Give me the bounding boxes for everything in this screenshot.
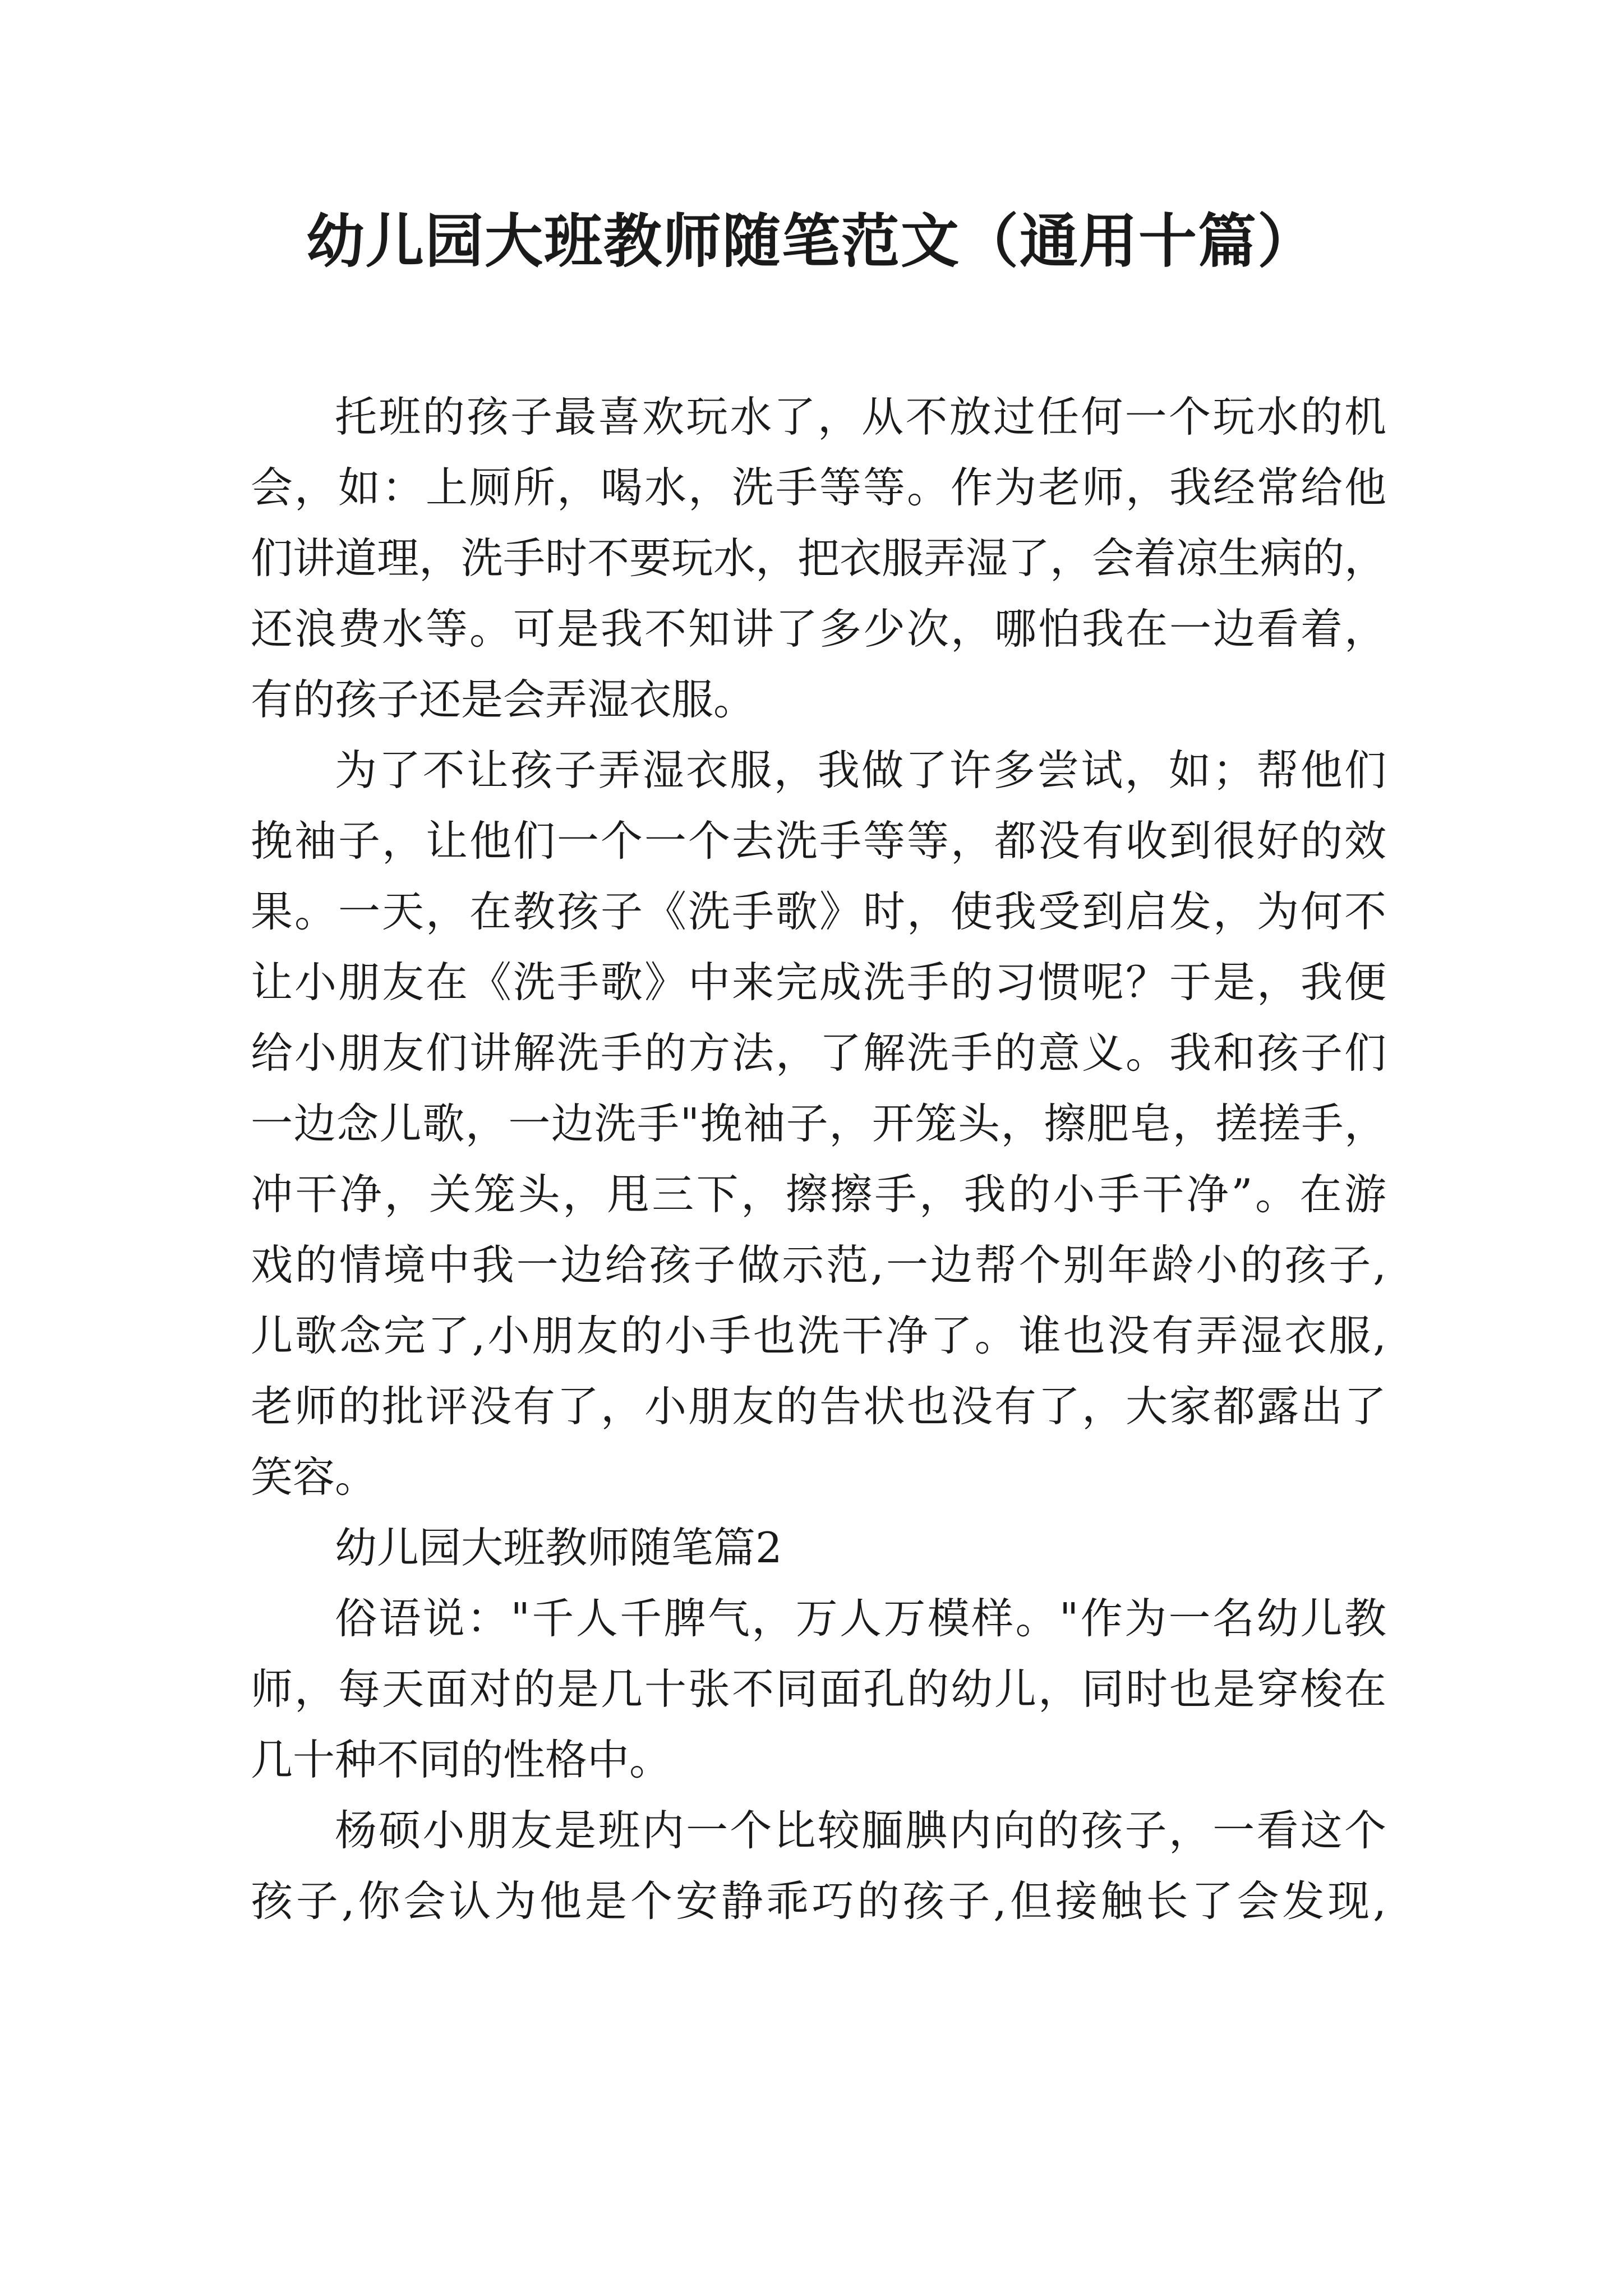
- text-line: 果。一天，在教孩子《洗手歌》时，使我受到启发，为何不: [251, 887, 1386, 936]
- paragraph: [251, 735, 1386, 1512]
- text-line: 老师的批评没有了，小朋友的告状也没有了，大家都露出了: [251, 1382, 1386, 1431]
- text-line: 笑容。: [251, 1452, 377, 1502]
- text-line: 孩子,你会认为他是个安静乖巧的孩子,但接触长了会发现,: [251, 1876, 1386, 1926]
- text-line: 让小朋友在《洗手歌》中来完成洗手的习惯呢？于是，我便: [251, 958, 1386, 1007]
- text-line: 戏的情境中我一边给孩子做示范,一边帮个别年龄小的孩子,: [251, 1240, 1386, 1290]
- text-line: 还浪费水等。可是我不知讲了多少次，哪怕我在一边看着，: [251, 604, 1386, 654]
- paragraph: [251, 1583, 1386, 1795]
- paragraph: [251, 381, 1386, 735]
- paragraph: [251, 1795, 1386, 1936]
- text-line: 杨硕小朋友是班内一个比较腼腆内向的孩子，一看这个: [335, 1806, 1386, 1855]
- text-line: 冲干净，关笼头，甩三下，擦擦手，我的小手干净”。在游: [251, 1170, 1386, 1219]
- text-line: 给小朋友们讲解洗手的方法，了解洗手的意义。我和孩子们: [251, 1028, 1386, 1078]
- text-line: 挽袖子，让他们一个一个去洗手等等，都没有收到很好的效: [251, 816, 1386, 866]
- text-line: 有的孩子还是会弄湿衣服。: [251, 675, 756, 724]
- text-line: 会，如：上厕所，喝水，洗手等等。作为老师，我经常给他: [251, 463, 1386, 512]
- text-line: 师，每天面对的是几十张不同面孔的幼儿，同时也是穿梭在: [251, 1664, 1386, 1714]
- document-body: [251, 381, 1386, 1936]
- text-line: 儿歌念完了,小朋友的小手也洗干净了。谁也没有弄湿衣服,: [251, 1311, 1386, 1360]
- text-line: 为了不让孩子弄湿衣服，我做了许多尝试，如；帮他们: [335, 746, 1386, 795]
- text-line: 几十种不同的性格中。: [251, 1735, 672, 1784]
- text-line: 俗语说："千人千脾气，万人万模样。"作为一名幼儿教: [335, 1594, 1386, 1643]
- text-line: 托班的孩子最喜欢玩水了，从不放过任何一个玩水的机: [335, 392, 1386, 441]
- text-line: 们讲道理，洗手时不要玩水，把衣服弄湿了，会着凉生病的，: [251, 533, 1387, 583]
- section-heading: 幼儿园大班教师随笔篇2: [335, 1523, 782, 1572]
- text-line: 一边念儿歌，一边洗手"挽袖子，开笼头，擦肥皂，搓搓手，: [251, 1099, 1386, 1148]
- document-title: 幼儿园大班教师随笔范文（通用十篇）: [306, 206, 1317, 275]
